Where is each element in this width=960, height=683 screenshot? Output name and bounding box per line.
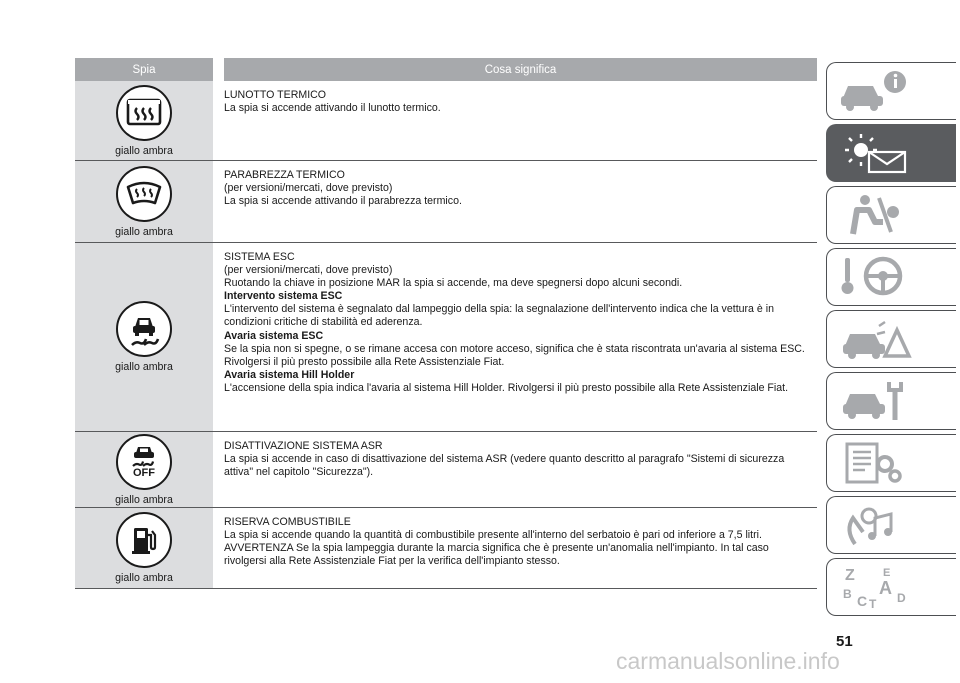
row-title: LUNOTTO TERMICO [224,89,327,101]
tab-safety[interactable] [826,186,956,244]
index-letter: C [857,593,868,609]
index-letter: T [869,597,877,610]
chapter-tabs [826,62,956,620]
subheading-text: Intervento sistema ESC [224,290,343,303]
row-text: L'intervento del sistema è segnalato dal lampeggio della spia: la segnalazione dell'intervento indica che la vettura è in condizioni critiche di stabilità ed aderenza. [224,303,774,329]
warning-light-cell [75,432,213,507]
warning-lights-table [75,58,817,589]
safety-seat-airbag-icon [839,192,913,238]
row-text: La spia si accende quando la quantità di combustibile presente all'interno del serbatoio è pari od inferiore a 7,5 litri. [224,529,762,542]
subheading-text: Avaria sistema ESC [224,329,324,342]
key-steering-wheel-icon [839,254,913,300]
warning-light-cell [75,243,213,431]
table-row [75,508,817,589]
table-row [75,161,817,243]
tab-multimedia[interactable] [826,496,956,554]
row-title: SISTEMA ESC [224,251,295,263]
row-subheading [224,330,813,343]
table-row [75,432,817,508]
row-text: La spia si accende in caso di disattivazione del sistema ASR (vedere quanto descritto al paragrafo "Sistemi di sicurezza attiva" nel capitolo "Sicurezza"). [224,453,785,479]
row-subheading [224,290,813,303]
meaning-cell [213,161,817,242]
tab-warning-lights[interactable] [826,124,956,182]
asr-off-icon [116,434,172,490]
row-title: PARABREZZA TERMICO [224,169,345,181]
row-text: La spia si accende attivando il lunotto termico. [224,102,441,115]
warning-light-cell [75,81,213,160]
technical-data-gears-icon [839,440,913,486]
meaning-cell [213,508,817,588]
page-number: 51 [836,633,853,650]
car-maintenance-wrench-icon [839,378,913,424]
multimedia-music-icon [839,502,913,548]
row-text: Ruotando la chiave in posizione MAR la spia si accende, ma deve spegnersi dopo alcuni secondi. [224,277,683,290]
rear-window-defrost-icon [116,85,172,141]
tab-emergency[interactable] [826,310,956,368]
warning-light-cell [75,161,213,242]
tab-maintenance[interactable] [826,372,956,430]
warning-light-cell [75,508,213,588]
index-letter: Z [845,567,855,584]
windscreen-defrost-icon [116,166,172,222]
table-header [75,58,817,81]
row-text: AVVERTENZA Se la spia lampeggia durante la marcia significa che è presente un'anomalia nell'impianto. In tal caso rivolgersi alla Rete Assistenziale Fiat per la verifica dell'impianto stesso. [224,542,769,568]
index-letter: E [883,567,891,579]
tab-car-info[interactable] [826,62,956,120]
esc-skid-car-icon [116,301,172,357]
tab-index[interactable] [826,558,956,616]
header-cosa-significa: Cosa significa [213,58,817,81]
alphabetical-index-icon [839,564,913,610]
warning-light-message-icon [839,130,913,176]
light-color-label: giallo ambra [115,144,173,157]
row-title: DISATTIVAZIONE SISTEMA ASR [224,440,383,452]
car-info-icon [839,68,913,114]
meaning-cell [213,432,817,507]
row-text: L'accensione della spia indica l'avaria al sistema Hill Holder. Rivolgersi il più presto possibile alla Rete Assistenziale Fiat. [224,381,789,394]
header-spia: Spia [132,63,156,76]
index-letter: D [897,591,906,605]
fuel-pump-icon [116,512,172,568]
subheading-text: Avaria sistema Hill Holder [224,368,355,381]
light-color-label: giallo ambra [115,493,173,506]
tab-starting-driving[interactable] [826,248,956,306]
meaning-cell [213,81,817,160]
row-subheading [224,369,813,382]
table-row [75,243,817,432]
meaning-cell [213,243,817,431]
tab-technical-data[interactable] [826,434,956,492]
index-letter: A [879,578,892,598]
index-letter: B [843,587,852,601]
table-row [75,81,817,161]
light-color-label: giallo ambra [115,361,173,373]
light-color-label: giallo ambra [115,225,173,238]
watermark: carmanualsonline.info [616,648,840,674]
row-text: Se la spia non si spegne, o se rimane accesa con motore acceso, significa che è stata riscontrata un'avaria al sistema ESC. Rivolgersi il più presto possibile alla Rete Assistenziale Fiat. [224,342,805,368]
row-text: La spia si accende attivando il parabrezza termico. [224,195,462,208]
row-text: (per versioni/mercati, dove previsto) [224,264,393,277]
off-label: OFF [133,467,155,479]
light-color-label: giallo ambra [115,572,173,584]
row-title: RISERVA COMBUSTIBILE [224,516,351,528]
row-text: (per versioni/mercati, dove previsto) [224,182,393,195]
car-crash-emergency-icon [839,316,913,362]
